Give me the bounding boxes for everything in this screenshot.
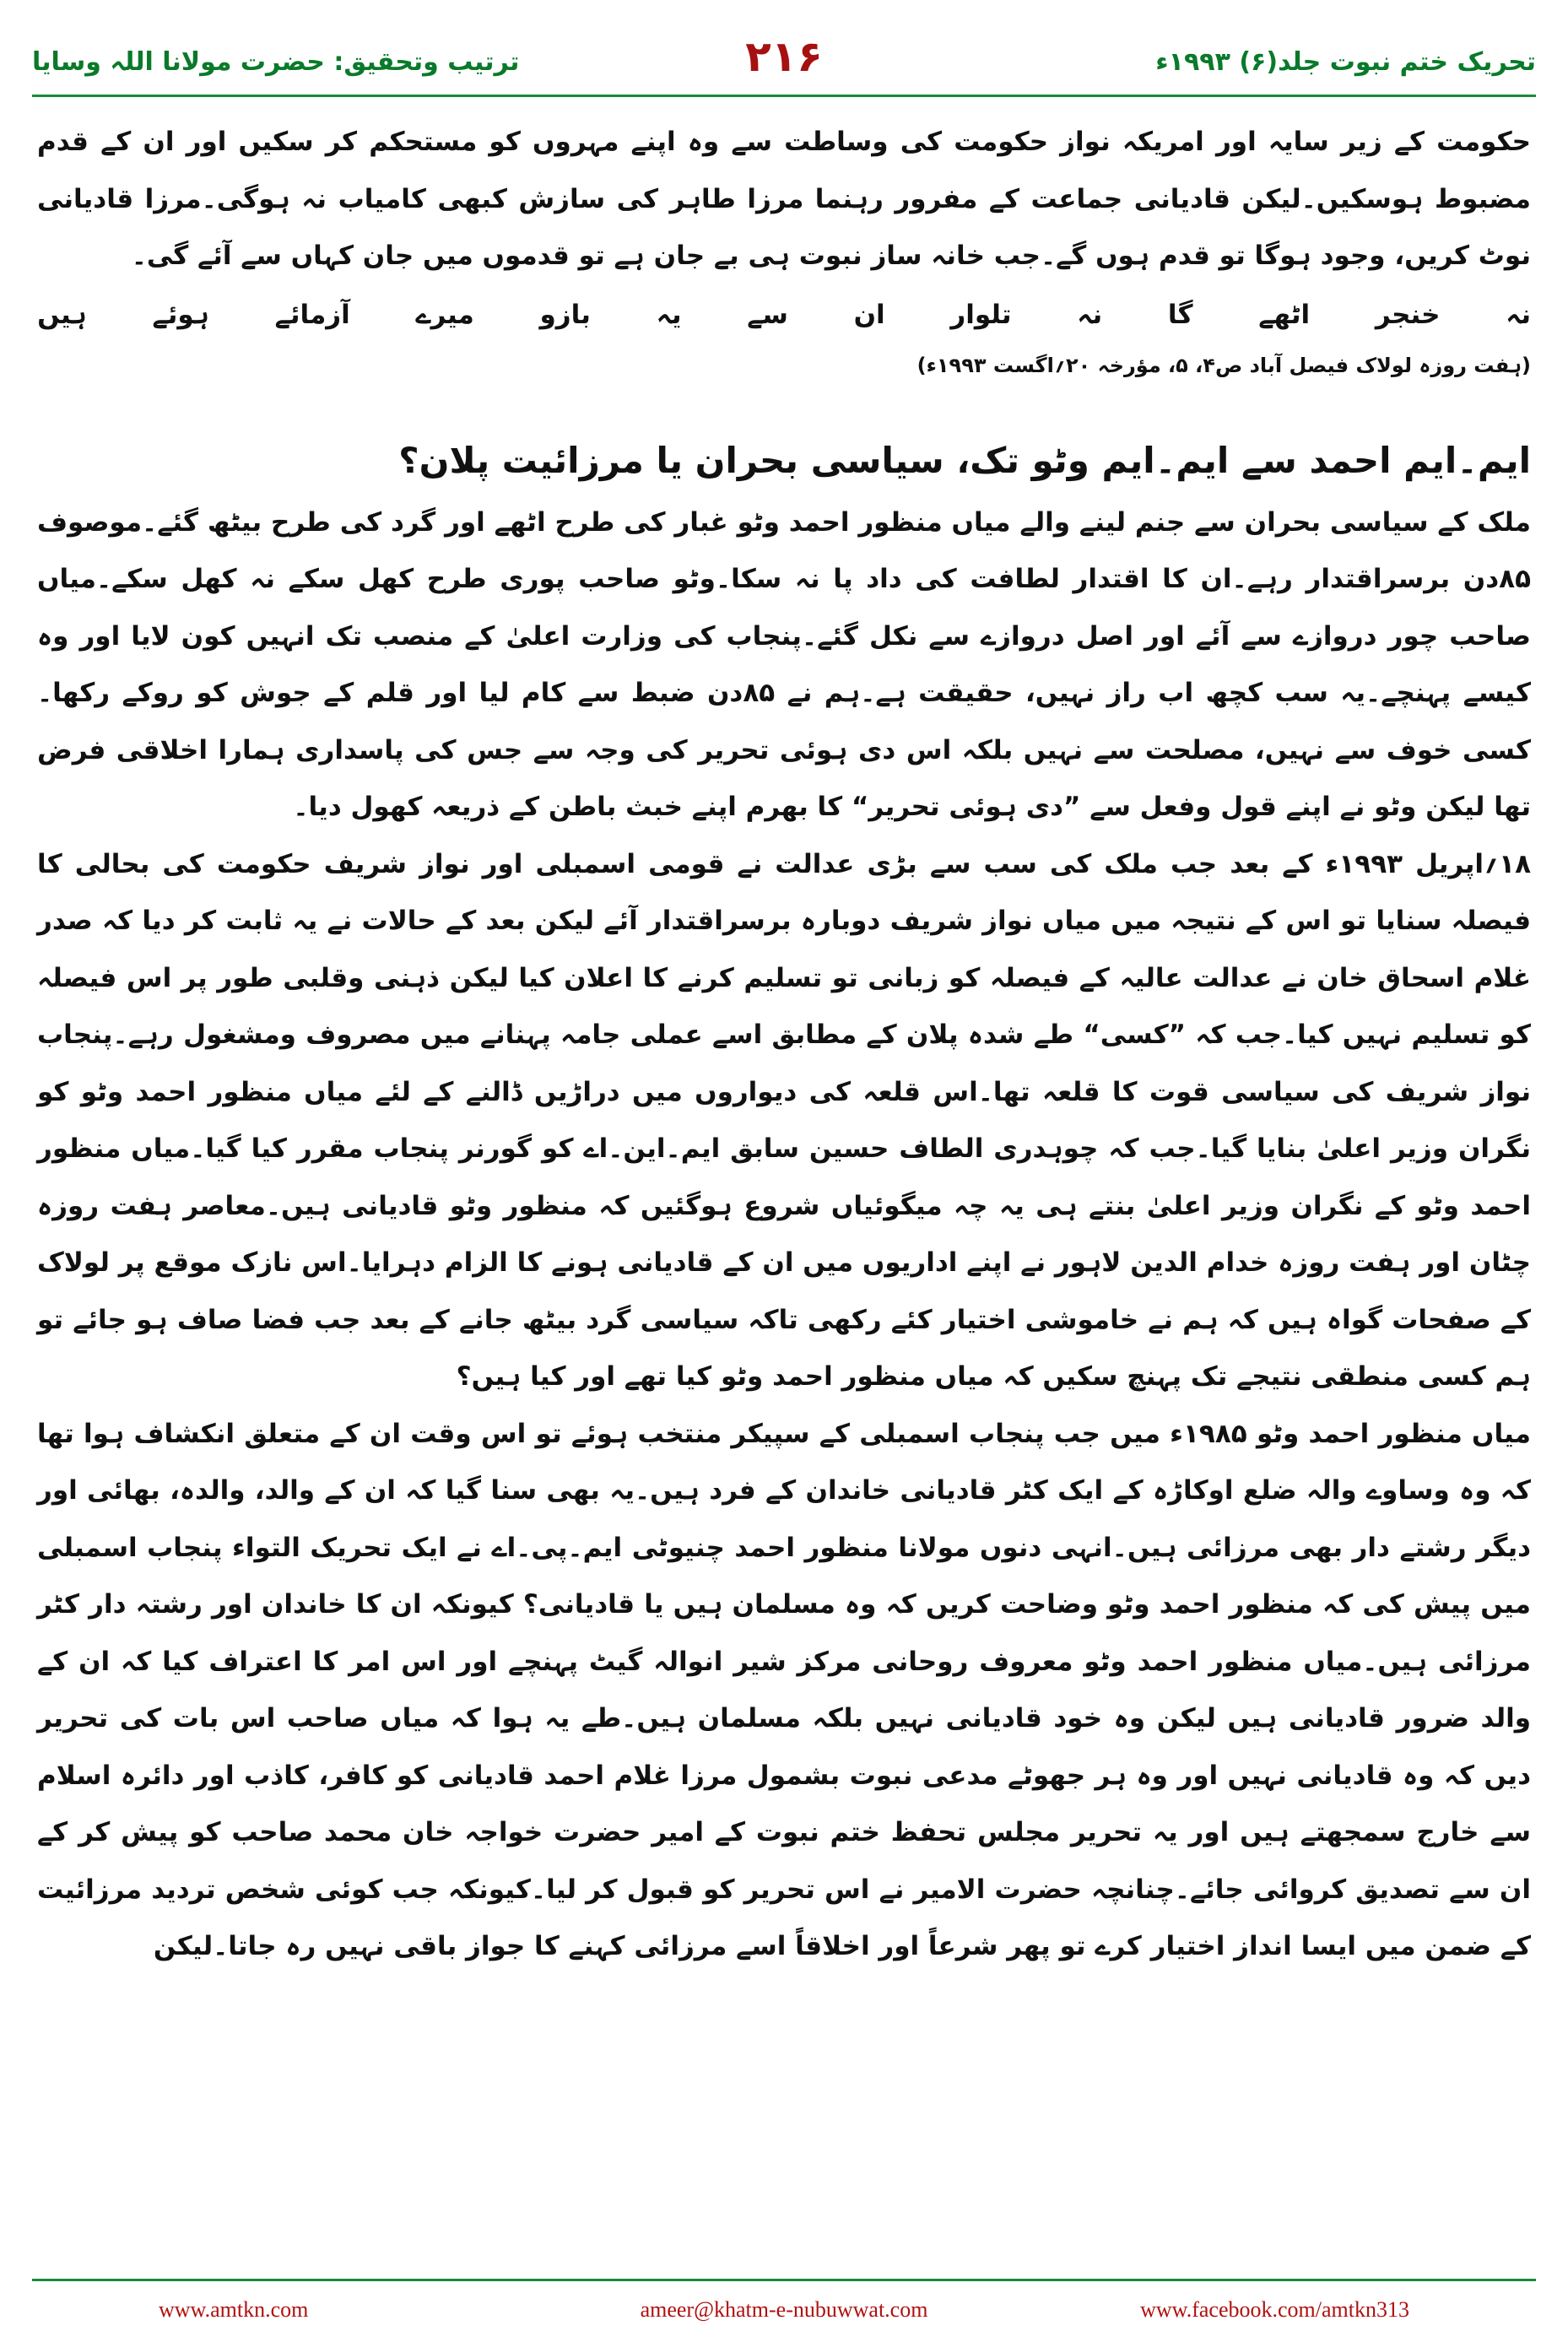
paragraph: ۱۸؍اپریل ۱۹۹۳ء کے بعد جب ملک کی سب سے بڑی عدالت نے قومی اسمبلی اور نواز شریف حکومت کی بحالی کا فیصلہ سنایا تو اس کے نتیجہ میں میاں نواز شریف دوبارہ برسراقتدار آئے لیکن بعد کے حالات نے یہ ثابت کر دیا کہ صدر غلام اسحاق خان نے عدالت عالیہ کے فیصلہ کو زبانی تو تسلیم کرنے کا اعلان کیا لیکن ذہنی وقلبی طور پر اس فیصلہ کو تسلیم نہیں کیا۔جب کہ ”کسی“ طے شدہ پلان کے مطابق اسے عملی جامہ پہنانے میں مصروف ومشغول رہے۔پنجاب نواز شریف کی سیاسی قوت کا قلعہ تھا۔اس قلعہ کی دیواروں میں دراڑیں ڈالنے کے لئے میاں منظور احمد وٹو کو نگران وزیر اعلیٰ بنایا گیا۔جب کہ چوہدری الطاف حسین سابق ایم۔این۔اے کو گورنر پنجاب مقرر کیا گیا۔میاں منظور احمد وٹو کے نگران وزیر اعلیٰ بنتے ہی یہ چہ میگوئیاں شروع ہوگئیں کہ منظور وٹو قادیانی ہیں۔معاصر ہفت روزہ چٹان اور ہفت روزہ خدام الدین لاہور نے اپنے اداریوں میں ان کے قادیانی ہونے کا الزام دہرایا۔اس نازک موقع پر لولاک کے صفحات گواہ ہیں کہ ہم نے خاموشی اختیار کئے رکھی تاکہ سیاسی گرد بیٹھ جانے کے بعد جب فضا صاف ہو جائے تو ہم کسی منطقی نتیجے تک پہنچ سکیں کہ میاں منظور احمد وٹو کیا تھے اور کیا ہیں؟ bbox=[37, 848, 1532, 1392]
book-title: تحریک ختم نبوت جلد(۶) ۱۹۹۳ء bbox=[1155, 47, 1536, 77]
verse-word: نہ bbox=[1506, 299, 1531, 330]
verse-word: تلوار bbox=[950, 299, 1012, 330]
verse-word: بازو bbox=[539, 299, 591, 330]
compiler-title: ترتیب وتحقیق: حضرت مولانا اللہ وسایا bbox=[32, 47, 520, 77]
page-header bbox=[32, 24, 1536, 100]
page-number: ۲۱۶ bbox=[745, 32, 823, 81]
paragraph: ملک کے سیاسی بحران سے جنم لینے والے میاں منظور احمد وٹو غبار کی طرح اٹھے اور گرد کی طرح بیٹھ گئے۔موصوف ۸۵دن برسراقتدار رہے۔ان کا اقتدار لطافت کی داد پا نہ سکا۔وٹو صاحب پوری طرح کھل سکے نہ کھل سکے۔میاں صاحب چور دروازے سے آئے اور اصل دروازے سے نکل گئے۔پنجاب کی وزارت اعلیٰ کے منصب تک انہیں کون لایا اور وہ کیسے پہنچے۔یہ سب کچھ اب راز نہیں، حقیقت ہے۔ہم نے ۸۵دن ضبط سے کام لیا اور قلم کے جوش کو روکے رکھا۔کسی خوف سے نہیں، مصلحت سے نہیں بلکہ اس دی ہوئی تحریر کی وجہ سے جس کی پاسداری ہمارا اخلاقی فرض تھا لیکن وٹو نے اپنے قول وفعل سے ”دی ہوئی تحریر“ کا بھرم اپنے خبث باطن کے ذریعہ کھول دیا۔ bbox=[37, 506, 1531, 822]
source-citation: (ہفت روزہ لولاک فیصل آباد ص۴، ۵، مؤرخہ ۲۰؍اگست ۱۹۹۳ء) bbox=[916, 353, 1531, 377]
verse-word: سے bbox=[747, 299, 788, 330]
verse-word: ہیں bbox=[37, 299, 87, 330]
verse-word: ان bbox=[853, 299, 885, 330]
page-body bbox=[37, 114, 1531, 2283]
email-link[interactable]: ameer@khatm-e-nubuwwat.com bbox=[640, 2297, 928, 2322]
website-link[interactable]: www.amtkn.com bbox=[159, 2297, 309, 2322]
verse-word: اٹھے bbox=[1258, 299, 1311, 330]
verse-word: گا bbox=[1167, 299, 1193, 330]
paragraph: میاں منظور احمد وٹو ۱۹۸۵ء میں جب پنجاب اسمبلی کے سپیکر منتخب ہوئے تو اس وقت ان کے متعلق انکشاف ہوا تھا کہ وہ وساوے والہ ضلع اوکاڑہ کے ایک کٹر قادیانی خاندان کے فرد ہیں۔یہ بھی سنا گیا کہ ان کے والد، والدہ، بھائی اور دیگر رشتے دار بھی مرزائی ہیں۔انہی دنوں مولانا منظور احمد چنیوٹی ایم۔پی۔اے نے ایک تحریک التواء پنجاب اسمبلی میں پیش کی کہ منظور احمد وٹو وضاحت کریں کہ وہ مسلمان ہیں یا قادیانی؟ کیونکہ ان کا خاندان اور رشتہ دار کٹر مرزائی ہیں۔میاں منظور احمد وٹو معروف روحانی مرکز شیر انوالہ گیٹ پہنچے اور اس امر کا اعتراف کیا کہ ان کے والد ضرور قادیانی ہیں لیکن وہ خود قادیانی نہیں بلکہ مسلمان ہیں۔طے یہ ہوا کہ میاں صاحب اس بات کی تحریر دیں کہ وہ قادیانی نہیں اور وہ ہر جھوٹے مدعی نبوت بشمول مرزا غلام احمد قادیانی کو کافر، کاذب اور دائرہ اسلام سے خارج سمجھتے ہیں اور یہ تحریر مجلس تحفظ ختم نبوت کے امیر حضرت خواجہ خان محمد صاحب کو پیش کر کے ان سے تصدیق کروائی جائے۔چنانچہ حضرت الامیر نے اس تحریر کو قبول کر لیا۔کیونکہ جب کوئی شخص تردید مرزائیت کے ضمن میں ایسا انداز اختیار کرے تو پھر شرعاً اور اخلاقاً اسے مرزائی کہنے کا جواز باقی نہیں رہ جاتا۔لیکن bbox=[37, 1418, 1531, 1961]
verse-word: ہوئے bbox=[152, 299, 209, 330]
verse-word: آزمائے bbox=[274, 299, 350, 330]
header-divider bbox=[32, 95, 1536, 97]
page-footer bbox=[32, 2297, 1536, 2331]
verse-word: یہ bbox=[656, 299, 682, 330]
poetry-verse bbox=[37, 289, 1531, 341]
article-heading: ایم۔ایم احمد سے ایم۔ایم وٹو تک، سیاسی بحران یا مرزائیت پلان؟ bbox=[398, 439, 1531, 481]
verse-word: میرے bbox=[415, 299, 474, 330]
facebook-link[interactable]: www.facebook.com/amtkn313 bbox=[1140, 2297, 1409, 2322]
opening-paragraph: حکومت کے زیر سایہ اور امریکہ نواز حکومت کی وساطت سے وہ اپنے مہروں کو مستحکم کر سکیں اور ان کے قدم مضبوط ہوسکیں۔لیکن قادیانی جماعت کے مفرور رہنما مرزا طاہر کی سازش کبھی کامیاب نہ ہوگی۔مرزا قادیانی نوٹ کریں، وجود ہوگا تو قدم ہوں گے۔جب خانہ ساز نبوت ہی بے جان ہے تو قدموں میں جان کہاں سے آئے گی۔ bbox=[37, 127, 1531, 271]
verse-word: نہ bbox=[1077, 299, 1103, 330]
verse-word: خنجر bbox=[1375, 299, 1441, 330]
footer-divider bbox=[32, 2279, 1536, 2281]
